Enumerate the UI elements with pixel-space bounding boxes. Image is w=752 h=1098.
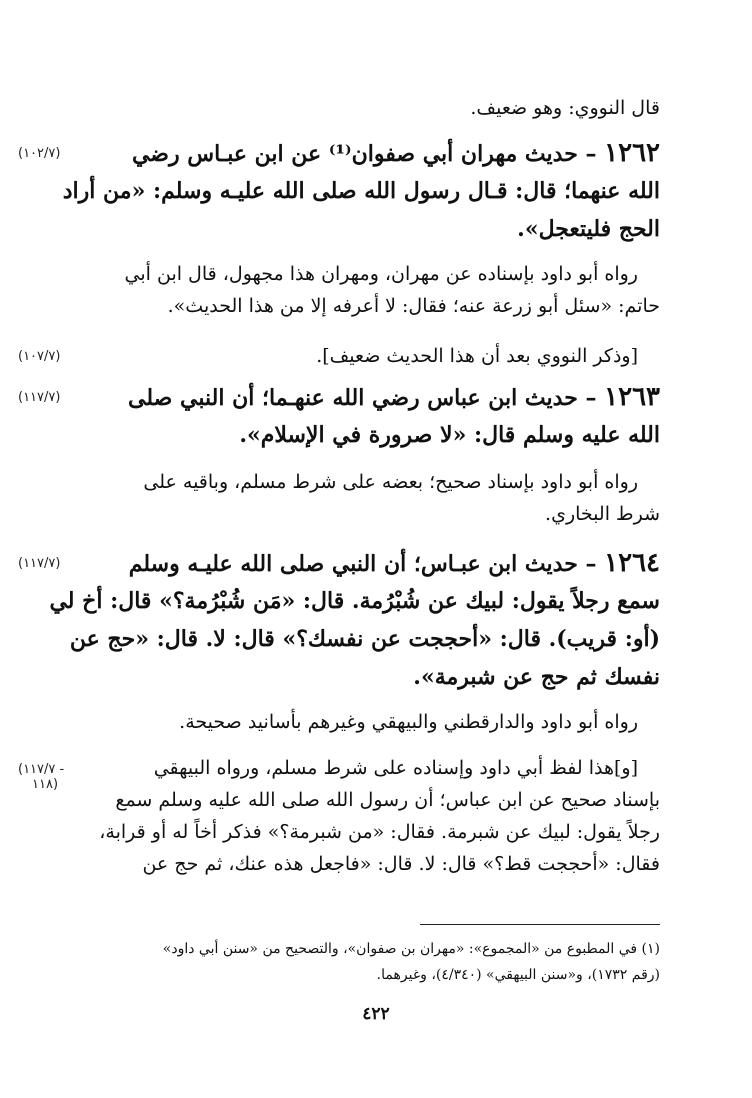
note-107 <box>90 340 660 372</box>
hadith-1264-line-2: سمع رجلاً يقول: لبيك عن شُبْرُمة. قال: «مَن شُبْرُمة؟» قال: أخ لي <box>49 588 660 614</box>
hadith-1262-line-1 <box>90 134 660 172</box>
commentary-line-2: شرط البخاري. <box>545 503 660 525</box>
margin-reference-line-2: ١١٨) <box>32 777 59 792</box>
note-line-1: [و]هذا لفظ أبي داود وإسناده على شرط مسلم، ورواه البيهقي <box>153 757 638 779</box>
hadith-1263-line-1 <box>90 378 660 416</box>
hadith-1262-line-3: الحج فليتعجل». <box>517 216 660 242</box>
hadith-1263-commentary <box>90 466 660 530</box>
note-107-line: [وذكر النووي بعد أن هذا الحديث ضعيف]. <box>316 345 638 367</box>
note-line-3: رجلاً يقول: لبيك عن شبرمة. فقال: «من شبرمة؟» فذكر أخاً له أو قرابة، <box>99 821 660 843</box>
hadith-number: ١٢٦٢ <box>604 138 660 168</box>
hadith-1262 <box>62 134 660 248</box>
margin-reference-107: (١٠٧/٧) <box>18 349 61 364</box>
hadith-number: ١٢٦٣ <box>604 382 660 412</box>
hadith-number: ١٢٦٤ <box>604 548 660 578</box>
footnote-separator <box>420 924 660 925</box>
note-117-118 <box>90 752 660 880</box>
hadith-text: – حديث مهران أبي صفوان⁽¹⁾ عن ابن عبـاس رضي <box>131 141 597 167</box>
note-line-4: فقال: «أحججت قط؟» قال: لا. قال: «فاجعل هذه عنك، ثم حج عن <box>142 853 660 875</box>
margin-reference-1264: (١١٧/٧) <box>18 556 61 571</box>
hadith-1262-line-2: الله عنهما؛ قال: قـال رسول الله صلى الله عليـه وسلم: «من أراد <box>62 178 660 204</box>
margin-reference-line-1: (١١٧/٧ - <box>18 762 65 777</box>
hadith-1263 <box>90 378 660 454</box>
commentary-line-1: رواه أبو داود بإسناده عن مهران، ومهران هذا مجهول، قال ابن أبي <box>124 263 638 285</box>
hadith-1264-line-4: نفسك ثم حج عن شبرمة». <box>413 664 660 690</box>
footnote-line-1: (١) في المطبوع من «المجموع»: «مهران بن صفوان»، والتصحيح من «سنن أبي داود» <box>162 941 660 957</box>
hadith-1264-commentary <box>90 706 660 738</box>
commentary-line-2: حاتم: «سئل أبو زرعة عنه؛ فقال: لا أعرفه إلا من هذا الحديث». <box>167 295 660 317</box>
hadith-1263-line-2: الله عليه وسلم قال: «لا صرورة في الإسلام». <box>239 422 660 448</box>
note-line-2: بإسناد صحيح عن ابن عباس؛ أن رسول الله صلى الله عليه وسلم سمع <box>115 789 660 811</box>
margin-reference-1262: (١٠٢/٧) <box>18 146 61 161</box>
footnote-line-2: (رقم ١٧٣٢)، و«سنن البيهقي» (٤/٣٤٠)، وغيرهما. <box>376 967 660 983</box>
hadith-text: – حديث ابن عباس رضي الله عنهـما؛ أن النبي صلى <box>128 385 597 411</box>
hadith-1262-commentary <box>90 258 660 322</box>
footnote <box>90 936 660 988</box>
hadith-text: – حديث ابن عبـاس؛ أن النبي صلى الله عليـه وسلم <box>128 551 597 577</box>
commentary-line-1: رواه أبو داود والدارقطني والبيهقي وغيرهم بأسانيد صحيحة. <box>179 711 638 733</box>
hadith-1264 <box>49 544 660 696</box>
hadith-1264-line-3: (أو: قريب). قال: «أحججت عن نفسك؟» قال: لا. قال: «حج عن <box>69 626 660 652</box>
page-number: ٤٢٢ <box>362 1004 390 1024</box>
intro-line: قال النووي: وهو ضعيف. <box>470 97 660 119</box>
margin-reference-1263: (١١٧/٧) <box>18 390 61 405</box>
commentary-line-1: رواه أبو داود بإسناد صحيح؛ بعضه على شرط مسلم، وباقيه على <box>143 471 638 493</box>
margin-reference-117-118 <box>18 762 88 792</box>
intro-paragraph <box>90 92 660 124</box>
hadith-1264-line-1 <box>90 544 660 582</box>
